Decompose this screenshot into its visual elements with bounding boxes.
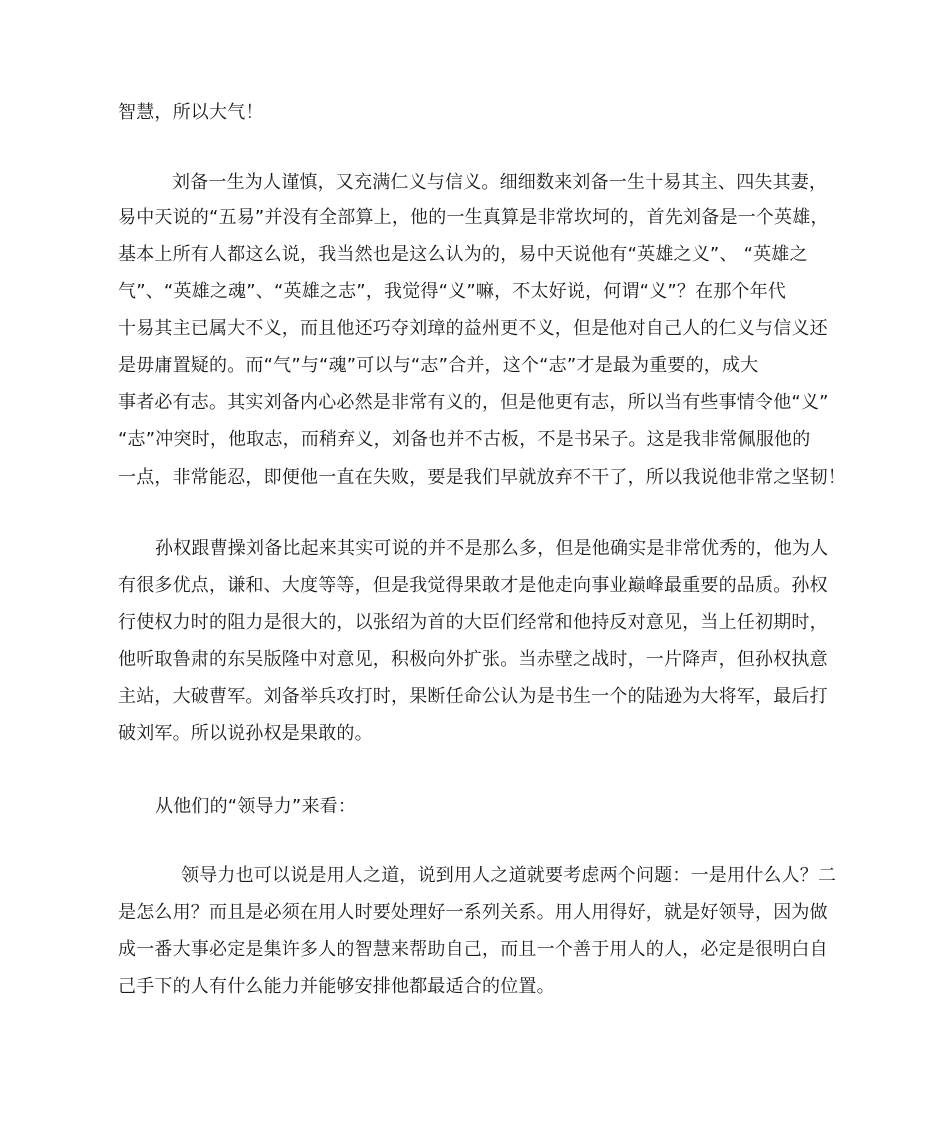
text-line: 从他们的“领导力”来看： bbox=[155, 796, 357, 817]
text-line: 己手下的人有什么能力并能够安排他都最适合的位置。 bbox=[118, 976, 555, 997]
text-line: 气”、“英雄之魂”、“英雄之志”，我觉得“义”嘛，不太好说，何谓“义”？在那个年代 bbox=[118, 281, 787, 302]
text-line: 基本上所有人都这么说，我当然也是这么认为的，易中天说他有“英雄之义”、 “英雄之 bbox=[118, 244, 808, 265]
text-line: 破刘军。所以说孙权是果敢的。 bbox=[118, 723, 373, 744]
text-line: “志”冲突时，他取志，而稍弃义，刘备也并不古板，不是书呆子。这是我非常佩服他的 bbox=[118, 429, 811, 450]
text-line: 易中天说的“五易”并没有全部算上，他的一生真算是非常坎坷的，首先刘备是一个英雄， bbox=[118, 207, 829, 228]
text-line: 行使权力时的阻力是很大的，以张绍为首的大臣们经常和他持反对意见，当上任初期时， bbox=[118, 612, 828, 633]
text-line: 是怎么用？而且是必须在用人时要处理好一系列关系。用人用得好，就是好领导，因为做 bbox=[118, 902, 828, 923]
text-line: 他听取鲁肃的东吴版隆中对意见，积极向外扩张。当赤壁之战时，一片降声，但孙权执意 bbox=[118, 649, 828, 670]
text-line: 一点，非常能忍，即便他一直在失败，要是我们早就放弃不干了，所以我说他非常之坚韧！ bbox=[118, 467, 846, 488]
text-line: 智慧，所以大气！ bbox=[118, 102, 264, 123]
text-line: 十易其主已属大不义，而且他还巧夺刘璋的益州更不义，但是他对自己人的仁义与信义还 bbox=[118, 318, 828, 339]
text-line: 事者必有志。其实刘备内心必然是非常有义的，但是他更有志，所以当有些事情令他“义” bbox=[118, 392, 829, 413]
text-line: 是毋庸置疑的。而“气”与“魂”可以与“志”合并，这个“志”才是最为重要的，成大 bbox=[118, 355, 759, 376]
text-line: 刘备一生为人谨慎，又充满仁义与信义。细细数来刘备一生十易其主、四失其妻， bbox=[172, 172, 828, 193]
text-line: 领导力也可以说是用人之道，说到用人之道就要考虑两个问题：一是用什么人？二 bbox=[181, 865, 837, 886]
text-line: 有很多优点，谦和、大度等等，但是我觉得果敢才是他走向事业巅峰最重要的品质。孙权 bbox=[118, 575, 828, 596]
text-line: 主站，大破曹军。刘备举兵攻打时，果断任命公认为是书生一个的陆逊为大将军，最后打 bbox=[118, 686, 828, 707]
text-line: 成一番大事必定是集许多人的智慧来帮助自己，而且一个善于用人的人，必定是很明白自 bbox=[118, 939, 828, 960]
text-line: 孙权跟曹操刘备比起来其实可说的并不是那么多，但是他确实是非常优秀的，他为人 bbox=[155, 538, 829, 559]
